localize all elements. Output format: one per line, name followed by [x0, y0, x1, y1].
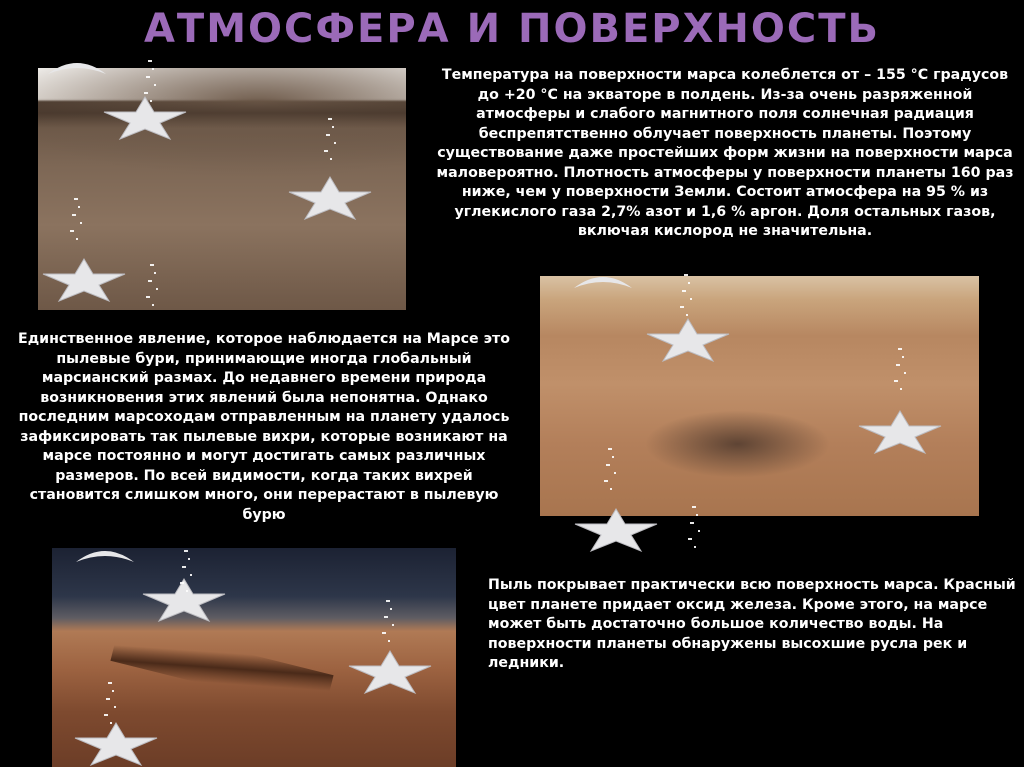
atmosphere-paragraph: Температура на поверхности марса колеблется от – 155 °С градусов до +20 °С на экваторе в полдень. Из-за очень разряженной атмосферы и слабого магнитного поля солнечная радиация беспрепятственно облучает поверхность планеты. Поэтому существование даже простейших форм жизни на поверхности марса маловероятно. Плотность атмосферы у поверхности планеты 160 раз ниже, чем у поверхности Земли. Состоит атмосфера на 95 % из углекислого газа 2,7% азот и 1,6 % аргон. Доля остальных газов, включая кислород не значительна. — [436, 67, 1014, 239]
sparkle-trail — [142, 262, 164, 322]
star-icon — [858, 410, 942, 454]
surface-dust-paragraph: Пыль покрывает практически всю поверхность марса. Красный цвет планете придает оксид железа. Кроме этого, на марсе может быть достаточно большое количество воды. На поверхности планеты обнаружены высохшие русла рек и ледники. — [488, 577, 1016, 671]
sparkle-trail — [176, 548, 198, 608]
arc-icon — [46, 58, 108, 76]
dust-storm-paragraph: Единственное явление, которое наблюдается на Марсе это пылевые бури, принимающие иногда глобальный марсианский размах. До недавнего времени природа возникновения этих явлений была непонятна. Однако последним марсоходам отправленным на планету удалось зафиксировать так пылевые вихри, которые возникают на марсе постоянно и могут достигать самых различных размеров. По всей видимости, когда таких вихрей становится слишком много, они перерастают в пылевую бурю — [18, 331, 510, 523]
star-icon — [574, 508, 658, 552]
sparkle-trail — [140, 58, 162, 118]
sparkle-trail — [600, 446, 622, 506]
sparkle-trail — [320, 116, 342, 176]
slide-title: АТМОСФЕРА И ПОВЕРХНОСТЬ — [143, 6, 881, 52]
star-icon — [288, 176, 372, 220]
sparkle-trail — [66, 196, 88, 256]
sparkle-trail — [676, 272, 698, 332]
arc-icon — [572, 272, 634, 290]
sparkle-trail — [100, 680, 122, 740]
arc-icon — [74, 546, 136, 564]
sparkle-trail — [378, 598, 400, 658]
sparkle-trail — [890, 346, 912, 406]
sparkle-trail — [684, 504, 706, 564]
star-icon — [42, 258, 126, 302]
